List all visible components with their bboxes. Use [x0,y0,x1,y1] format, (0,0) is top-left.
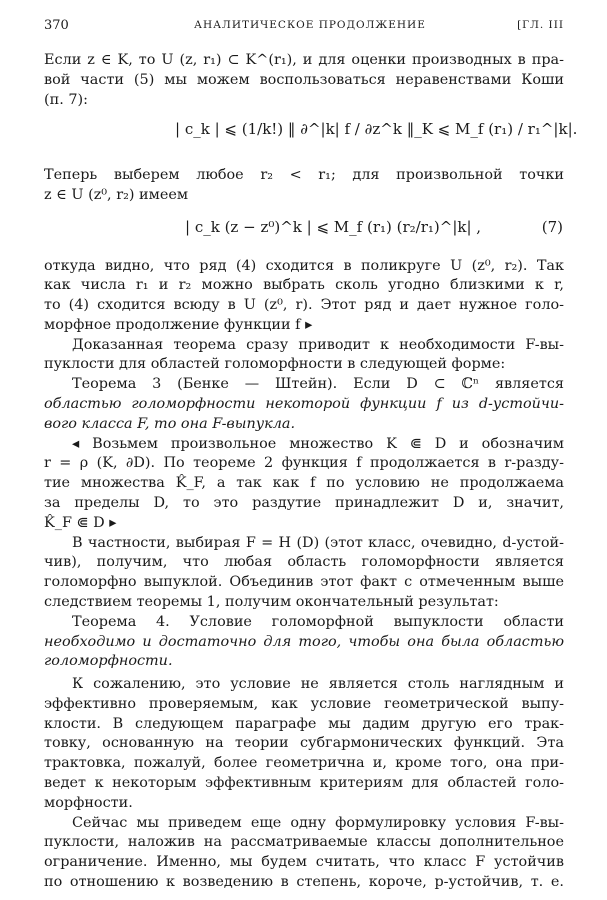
text-line: голоморфно выпуклой. Объединив этот факт с отмеченным выше [44,574,564,591]
text-line: трактовка, пожалуй, более геометрична и, кроме того, она при- [44,755,564,772]
proof-line: ◂ Возьмем произвольное множество K ⋐ D и обозначим [72,435,564,452]
formula-cauchy: | c_k | ⩽ (1/k!) ‖ ∂^|k| f / ∂z^k ‖_K ⩽ M_f (r₁) / r₁^|k|. [175,119,578,138]
page-header [44,18,564,38]
proof-line: тие множества K̂_F, а так как f по условию не продолжаема [44,475,564,492]
text-line: как числа r₁ и r₂ можно выбрать сколь угодно близкими к r, [44,277,564,294]
text-line: клости. В следующем параграфе мы дадим другую его трак- [44,715,564,732]
theorem-4-line: необходимо и достаточно для того, чтобы она была областью [44,633,564,650]
text-line: морфное продолжение функции f ▸ [44,316,313,333]
text-line: z ∈ U (z⁰, r₂) имеем [44,186,189,203]
page-number: 370 [44,18,69,33]
text-line: пуклости, наложив на рассматриваемые классы дополнительное [44,834,564,851]
running-title: АНАЛИТИЧЕСКОЕ ПРОДОЛЖЕНИЕ [194,19,426,31]
text-line: вой части (5) мы можем воспользоваться неравенствами Коши [44,71,564,88]
text-line: Если z ∈ K, то U (z, r₁) ⊂ K^(r₁), и для оценки производных в пра- [44,52,564,68]
formula-estimate: | c_k (z − z⁰)^k | ⩽ M_f (r₁) (r₂/r₁)^|k| , [185,217,482,236]
text-line: Доказанная теорема сразу приводит к необходимости F-вы- [72,336,564,353]
text-line: К сожалению, это условие не является столь наглядным и [72,676,564,693]
text-line: Сейчас мы приведем еще одну формулировку условия F-вы- [72,814,564,831]
theorem-4-line: голоморфности. [44,653,173,670]
text-line: по отношению к возведению в степень, короче, p-устойчив, т. е. [44,874,564,890]
text-line: пуклости для областей голоморфности в следующей форме: [44,356,506,373]
proof-line: r = ρ (K, ∂D). По теореме 2 функция f продолжается в r-разду- [44,455,564,472]
theorem-3-line: областью голоморфности некоторой функции f из d-устойчи- [44,396,564,413]
text-line: чив), получим, что любая область голоморфности является [44,554,564,571]
text-line: (п. 7): [44,91,88,108]
equation-number: (7) [541,217,563,236]
proof-line: за пределы D, то это раздутие принадлежит D и, значит, [44,495,564,512]
text-line: ограничение. Именно, мы будем считать, что класс F устойчив [44,854,564,871]
chapter-label: [ГЛ. III [517,19,564,31]
text-line: Теперь выберем любое r₂ < r₁; для произвольной точки [44,167,564,183]
theorem-3-line: Теорема 3 (Бенке — Штейн). Если D ⊂ ℂⁿ является [72,376,564,393]
text-line: следствием теоремы 1, получим окончательный результат: [44,594,499,611]
proof-line: K̂_F ⋐ D ▸ [44,514,117,531]
text-line: то (4) сходится всюду в U (z⁰, r). Этот ряд и дает нужное голо- [44,297,564,314]
text-line: ведет к некоторым эффективным критериям для областей голо- [44,775,564,792]
text-line: эффективно проверяемым, как условие геометрической выпу- [44,695,564,712]
text-line: В частности, выбирая F = H (D) (этот класс, очевидно, d-устой- [72,534,564,551]
text-line: товку, основанную на теории субгармонических функций. Эта [44,735,564,752]
text-line: откуда видно, что ряд (4) сходится в поликруге U (z⁰, r₂). Так [44,257,564,274]
theorem-4-line: Теорема 4. Условие голоморфной выпуклости области [72,613,564,630]
theorem-3-line: вого класса F, то она F-выпукла. [44,415,296,432]
text-line: морфности. [44,794,133,811]
